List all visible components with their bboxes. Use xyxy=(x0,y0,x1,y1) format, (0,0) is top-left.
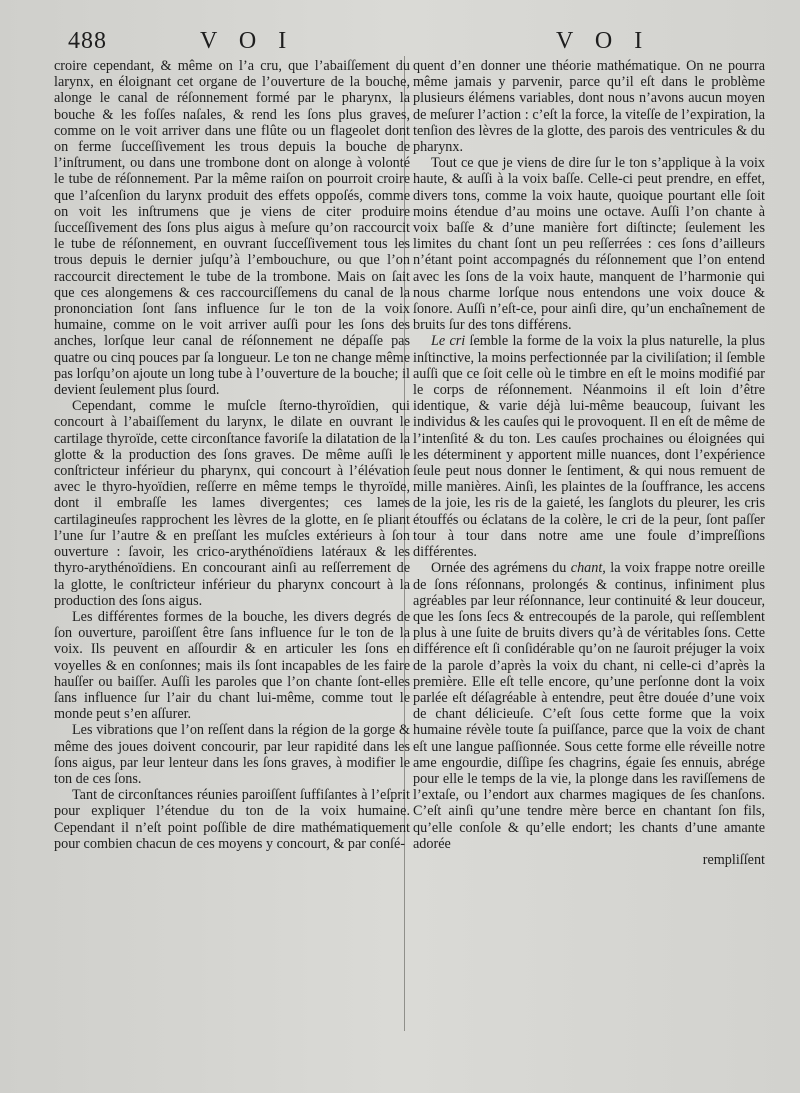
paragraph: Les différentes formes de la bouche, les divers degrés de ſon ouverture, paroiſſent être ſans influence ſur le ton de la voix. Ils peuvent en aſſourdir & en articuler les ſons en voyelles & en conſonnes; mais ils ſont incapables de les faire hauſſer ou baiſſer. Auſſi les paroles que l’on chante ſont-elles ſans influence ſur l’air du chant lui-même, comme tout le monde peut s’en aſſurer. xyxy=(54,608,410,723)
paragraph-text: la voix frappe notre oreille de ſons réſonnans, prolongés & continus, infiniment plus agréables par leur réſonnance, leur continuité & leur douceur, que les ſons ſecs & entrecoupés de la parole, qui reſſemblent plus à une ſuite de bruits divers qu’à de véritables ſons. Cette différence eſt ſi conſidérable qu’on ne ſauroit préjuger la voix de la parole d’après la voix du chant, ni celle-ci d’après la première. Elle eſt telle encore, qu’une perſonne dont la voix parlée eſt déſagréable à entendre, peut être douée d’une voix de chant délicieuſe. C’eſt ſous cette forme que la voix humaine révèle toute ſa puiſſance, parce que la voix de chant eſt une langue paſſionnée. Sous cette forme elle réveille notre ame engourdie, diſſipe ſes chagrins, égaie ſes ennuis, abrége pour elle le temps de la vie, la plonge dans les raviſſemens de l’extaſe, ou l’endort aux charmes magiques de ſes chanſons. C’eſt ainſi qu’une tendre mère berce en chantant ſon fils, qu’elle conſole & qu’elle endort; les chants d’une amante adorée xyxy=(413,560,765,852)
paragraph xyxy=(413,560,765,852)
paragraph: Cependant, comme le muſcle ſterno-thyroïdien, qui concourt à l’abaiſſement du larynx, le dilate en ouvrant le cartilage thyroïde, cette circonſtance favoriſe la dilatation de la glotte & la production des ſons graves. De même auſſi le conſtricteur inférieur du pharynx, qui concourt à l’élévation avec le thyro-hyoïdien, reſſerre en même temps le thyroïde, dont il embraſſe les lames divergentes; ces lames cartilagineuſes rapprochent les lèvres de la glotte, en ſe pliant l’une ſur l’autre & en preſſant les muſcles extérieurs à ſon ouverture : ſavoir, les crico-arythénoïdiens latéraux & les thyro-arythénoïdiens. En concourant ainſi au reſſerrement de la glotte, le conſtricteur inférieur du pharynx concourt à la production des ſons aigus. xyxy=(54,398,410,609)
italic-term: Le cri xyxy=(431,333,466,350)
left-column xyxy=(54,58,410,852)
paragraph-text: ſemble la forme de la voix la plus naturelle, la plus inſtinctive, la moins perfectionnée par la civiliſation; il ſemble auſſi que ce ſoit celle où le timbre en eſt le moins modifié par le corps de réſonnement. Néanmoins il eſt loin d’être identique, & varie déjà lui-même beaucoup, ſuivant les individus & les cauſes qui le provoquent. Il en eſt de même de l’intenſité & du ton. Les cauſes prochaines ou éloignées qui les déterminent y apportent mille nuances, dont l’expérience ſeule peut nous donner le ſentiment, & qui nous remuent de mille manières. Ainſi, les plaintes de la ſouffrance, les accens de la joie, les ris de la gaieté, les ſanglots du pleurer, les cris étouffés ou éclatans de la colère, le cri de la peur, ſont paſſer tour à tour dans notre ame une foule d’impreſſions différentes. xyxy=(413,333,766,561)
italic-term: chant, xyxy=(570,560,606,577)
running-head-left: V O I xyxy=(200,28,295,54)
paragraph: Les vibrations que l’on reſſent dans la région de la gorge & même des joues doivent concourir, par leur rapidité dans les ſons aigus, par leur lenteur dans les ſons graves, à modifier le ton de ces ſons. xyxy=(54,722,410,787)
paragraph: croire cependant, & même on l’a cru, que l’abaiſſement du larynx, en éloignant cet organe de l’ouverture de la bouche, alonge le canal de réſonnement formé par le pharynx, la bouche & les foſſes naſales, & rend les ſons plus graves, comme on le voit arriver dans une flûte ou un flageolet dont on ferme ſucceſſivement les trous depuis la bouche de l’inſtrument, ou dans une trombone dont on alonge à volonté le tube de réſonnement. Par la même raiſon on pourroit croire que l’aſcenſion du larynx produit des effets oppoſés, comme on voit les inſtrumens que je viens de citer produire ſucceſſivement des ſons plus aigus à meſure qu’on raccourcit le tube de réſonnement, en ouvrant ſucceſſivement tous les trous depuis le dernier juſqu’à l’embouchure, ou que l’on raccourcit directement le tube de la trombone. Mais on ſait que ces alongemens & ces raccourciſſemens du canal de la prononciation ſont ſans influence ſur le ton de la voix humaine, comme on le voit arriver auſſi pour les ſons des anches, lorſque leur canal de réſonnement ne dépaſſe pas quatre ou cinq pouces par ſa longueur. Le ton ne change même pas lorſqu’on ajoute un long tube à l’ouverture de la bouche; il devient ſeulement plus ſourd. xyxy=(54,58,410,399)
catchword: rempliſſent xyxy=(702,851,765,868)
running-head-right: V O I xyxy=(556,28,651,54)
paragraph xyxy=(413,333,765,560)
paragraph-text: Ornée des agrémens du xyxy=(431,560,571,577)
paragraph: quent d’en donner une théorie mathématique. On ne pourra même jamais y parvenir, parce qu’il eſt dans le problème plusieurs élémens variables, dont nous n’avons aucun moyen de meſurer l’action : c’eſt la force, la viteſſe de l’expiration, la tenſion des lèvres de la glotte, des parois des ventricules & du pharynx. xyxy=(413,58,765,156)
page-number: 488 xyxy=(68,28,107,54)
paragraph: Tout ce que je viens de dire ſur le ton s’applique à la voix haute, & auſſi à la voix baſſe. Celle-ci peut prendre, en effet, divers tons, comme la voix haute, quoique pourtant elle ſoit moins étendue d’au moins une octave. Auſſi l’on chante à voix baſſe & d’une manière fort diſtincte; ſeulement les limites du chant ſont un peu reſſerrées : ces ſons d’ailleurs n’étant point accompagnés du réſonnement que l’on entend avec les ſons de la voix haute, manquent de l’harmonie qui nous charme lorſque nous entendons une voix douce & ſonore. Auſſi n’eſt-ce, pour ainſi dire, qu’un enchaînement de bruits ſur des tons différens. xyxy=(413,155,765,334)
right-column xyxy=(413,58,765,868)
paragraph: Tant de circonſtances réunies paroiſſent ſuffiſantes à l’eſprit pour expliquer l’étendue du ton de la voix humaine. Cependant il n’eſt point poſſible de dire mathématiquement pour combien chacun de ces moyens y concourt, & par conſé- xyxy=(54,787,410,852)
